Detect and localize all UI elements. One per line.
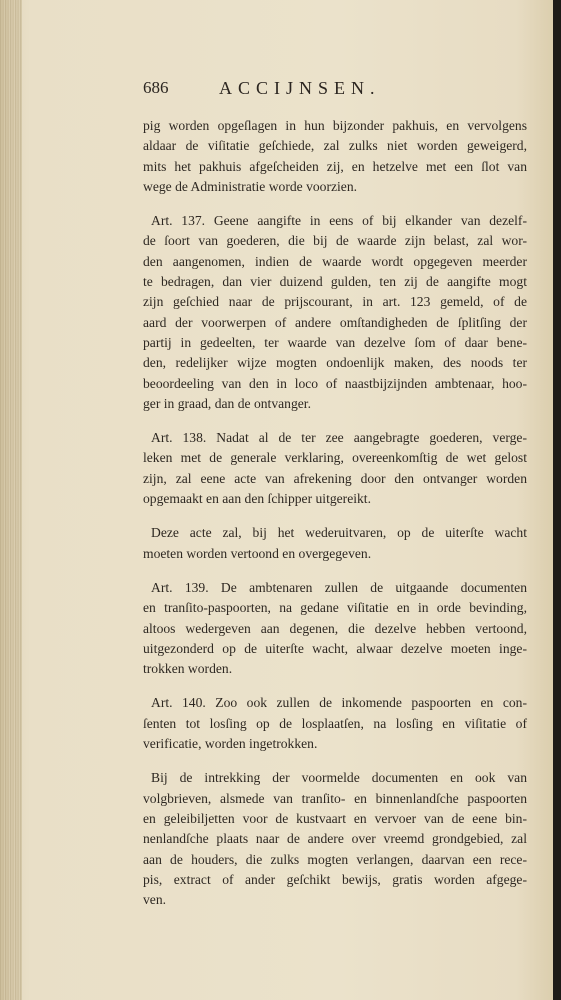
page-stack-edge [0,0,22,1000]
text-line: altoos wedergeven aan degenen, die dezelve hebben vertoond, [143,620,527,636]
text-line: en geleibiljetten voor de kustvaart en vervoer van de eene bin- [143,810,527,826]
paragraph [143,523,527,564]
text-line: pig worden opgeſlagen in hun bijzonder pakhuis, en vervolgens [143,118,527,133]
text-line: mits het pakhuis afgeſcheiden zij, en hetzelve met een ſlot van [143,158,527,174]
text-line: leken met de generale verklaring, overeenkomſtig de wet gelost [143,450,527,466]
text-line: beoordeeling van den in loco of naastbijzijnden ambtenaar, hoo- [143,375,527,391]
paragraph-art-139 [143,578,527,679]
text-line: partij in gedeelten, ter waarde van dezelve ſom of daar bene- [143,334,527,350]
text-line: ſenten tot losſing op de losplaatſen, na losſing en viſitatie of [143,715,527,731]
text-line: uitgezonderd op de uiterſte wacht, alwaar dezelve moeten inge- [143,640,527,656]
running-head: ACCIJNSEN. [219,78,381,98]
text-line: Art. 139. De ambtenaren zullen de uitgaande documenten [151,579,527,595]
paragraph-art-140 [143,693,527,754]
scan-border [553,0,561,1000]
text-line: verificatie, worden ingetrokken. [143,736,318,752]
page-number: 686 [143,78,169,97]
text-line: en tranſito-paspoorten, na gedane viſitatie en in orde bevinding, [143,600,527,616]
text-line: Art. 137. Geene aangifte in eens of bij elkander van dezelf- [151,213,527,229]
text-line: aan de houders, die zulks mogten verlangen, daarvan een rece- [143,851,527,867]
paragraph [143,768,527,910]
text-line: pis, extract of ander geſchikt bewijs, gratis worden afgege- [143,871,527,887]
text-line: Deze acte zal, bij het wederuitvaren, op de uiterſte wacht [151,525,527,541]
page-header [143,78,413,108]
text-line: den, redelijker wijze mogten ondoenlijk maken, des noods ter [143,355,527,371]
text-line: opgemaakt en aan den ſchipper uitgereikt. [143,491,371,507]
text-line: volgbrieven, alsmede van tranſito- en binnenlandſche paspoorten [143,790,527,806]
text-line: den aangenomen, indien de waarde wordt opgegeven meerder [143,253,527,269]
text-line: aldaar de viſitatie geſchiede, zal zulks niet worden geweigerd, [143,138,527,154]
text-line: zijn geſchied naar de prijscourant, in art. 123 gemeld, of de [143,294,527,310]
text-line: aard der voorwerpen of andere omſtandigheden de ſplitſing der [143,314,527,330]
text-line: te bedragen, dan vier duizend gulden, ten zij de aangifte mogt [143,274,527,290]
text-line: nenlandſche plaats naar de andere over vreemd grondgebied, zal [143,831,527,847]
text-line: de ſoort van goederen, die bij de waarde zijn belast, zal wor- [143,233,527,249]
text-line: Art. 140. Zoo ook zullen de inkomende paspoorten en con- [151,695,527,711]
text-line: zijn, zal eene acte van afrekening door den ontvanger worden [143,470,527,486]
paragraph [143,116,527,197]
text-line: wege de Administratie worde voorzien. [143,178,358,194]
text-line: Bij de intrekking der voormelde documenten en ook van [151,770,527,786]
paragraph-art-138 [143,428,527,509]
text-line: moeten worden vertoond en overgegeven. [143,545,372,561]
text-line: Art. 138. Nadat al de ter zee aangebragte goederen, verge- [151,430,527,446]
text-line: trokken worden. [143,661,233,677]
text-line: ven. [143,892,167,908]
text-line: ger in graad, dan de ontvanger. [143,395,311,411]
body-text [143,116,527,924]
paragraph-art-137 [143,211,527,414]
